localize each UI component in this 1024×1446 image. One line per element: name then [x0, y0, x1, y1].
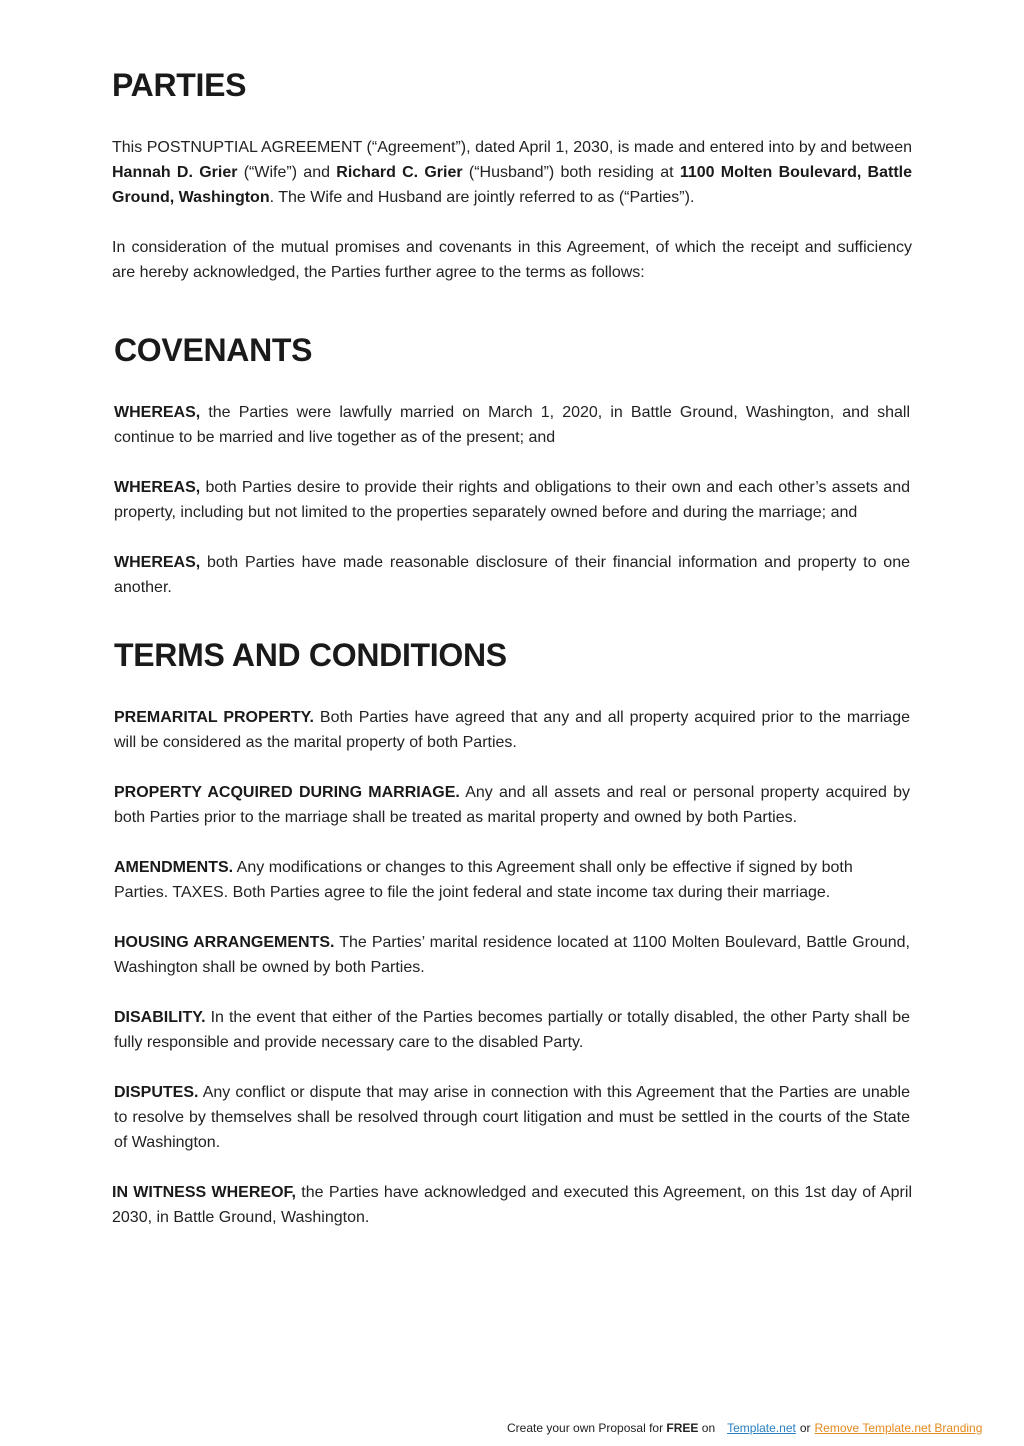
covenant-item — [114, 475, 910, 525]
term-text: In the event that either of the Parties becomes partially or totally disabled, the other Party shall be fully responsible and provide necessary care to the disabled Party. — [114, 1009, 910, 1051]
wife-name: Hannah D. Grier — [112, 164, 238, 181]
term-label: AMENDMENTS. — [114, 859, 234, 876]
term-text: Both Parties have agreed that any and all property acquired prior to the marriage will be considered as the marital property of both Parties. — [114, 709, 910, 751]
intro-text-3: (“Husband”) both residing at — [462, 164, 680, 181]
term-label: PROPERTY ACQUIRED DURING MARRIAGE. — [114, 784, 460, 801]
parties-heading: PARTIES — [112, 67, 247, 103]
footer-or: or — [799, 1421, 811, 1435]
term-text: Any and all assets and real or personal property acquired by both Parties prior to the marriage shall be treated as marital property and owned by both Parties. — [114, 784, 910, 826]
parties-intro-paragraph — [112, 135, 912, 210]
residence-address: 1100 Molten Boulevard, Battle Ground, Washington — [112, 164, 913, 206]
term-item — [114, 780, 910, 830]
remove-branding-link[interactable]: Remove Template.net Branding — [814, 1421, 983, 1435]
intro-text-2: (“Wife”) and — [237, 164, 337, 181]
covenant-label: WHEREAS, — [114, 479, 201, 496]
covenant-label: WHEREAS, — [114, 404, 201, 421]
covenant-item — [114, 400, 910, 450]
term-item — [114, 1005, 910, 1055]
husband-name: Richard C. Grier — [336, 164, 463, 181]
footer-free: FREE — [666, 1421, 699, 1435]
intro-text-4: . The Wife and Husband are jointly referred to as (“Parties”). — [269, 189, 695, 206]
term-label: HOUSING ARRANGEMENTS. — [114, 934, 335, 951]
witness-label: IN WITNESS WHEREOF, — [112, 1184, 296, 1201]
term-text: Any conflict or dispute that may arise in connection with this Agreement that the Parties are unable to resolve by themselves shall be resolved through court litigation and must be settled in the courts of the State of Washington. — [114, 1084, 910, 1151]
branding-footer — [507, 1419, 982, 1437]
term-item — [114, 1080, 910, 1155]
covenant-text: the Parties were lawfully married on March 1, 2020, in Battle Ground, Washington, and shall continue to be married and live together as of the present; and — [114, 404, 910, 446]
covenant-text: both Parties desire to provide their rights and obligations to their own and each other’s assets and property, including but not limited to the properties separately owned before and during the marriage; and — [114, 479, 910, 521]
term-text: Any modifications or changes to this Agreement shall only be effective if signed by both Parties. TAXES. Both Parties agree to file the joint federal and state income tax during their marriage. — [114, 859, 853, 901]
term-label: PREMARITAL PROPERTY. — [114, 709, 315, 726]
term-text: The Parties’ marital residence located at 1100 Molten Boulevard, Battle Ground, Washington shall be owned by both Parties. — [114, 934, 911, 976]
term-item — [114, 855, 910, 905]
footer-prefix: Create your own Proposal for — [507, 1421, 667, 1435]
covenant-label: WHEREAS, — [114, 554, 201, 571]
term-item — [114, 705, 910, 755]
witness-text: the Parties have acknowledged and executed this Agreement, on this 1st day of April 2030, in Battle Ground, Washington. — [112, 1184, 912, 1226]
template-net-link[interactable]: Template.net — [727, 1421, 796, 1435]
terms-heading: TERMS AND CONDITIONS — [114, 637, 507, 673]
intro-text-1: This POSTNUPTIAL AGREEMENT (“Agreement”), dated April 1, 2030, is made and entered into by and between — [112, 139, 912, 156]
term-label: DISABILITY. — [114, 1009, 206, 1026]
term-label: DISPUTES. — [114, 1084, 199, 1101]
witness-paragraph — [112, 1180, 912, 1230]
covenant-text: both Parties have made reasonable disclosure of their financial information and property to one another. — [114, 554, 910, 596]
footer-on: on — [698, 1421, 716, 1435]
term-item — [114, 930, 910, 980]
covenant-item — [114, 550, 910, 600]
consideration-paragraph: In consideration of the mutual promises and covenants in this Agreement, of which the receipt and sufficiency are hereby acknowledged, the Parties further agree to the terms as follows: — [112, 239, 912, 281]
covenants-heading: COVENANTS — [114, 332, 313, 368]
